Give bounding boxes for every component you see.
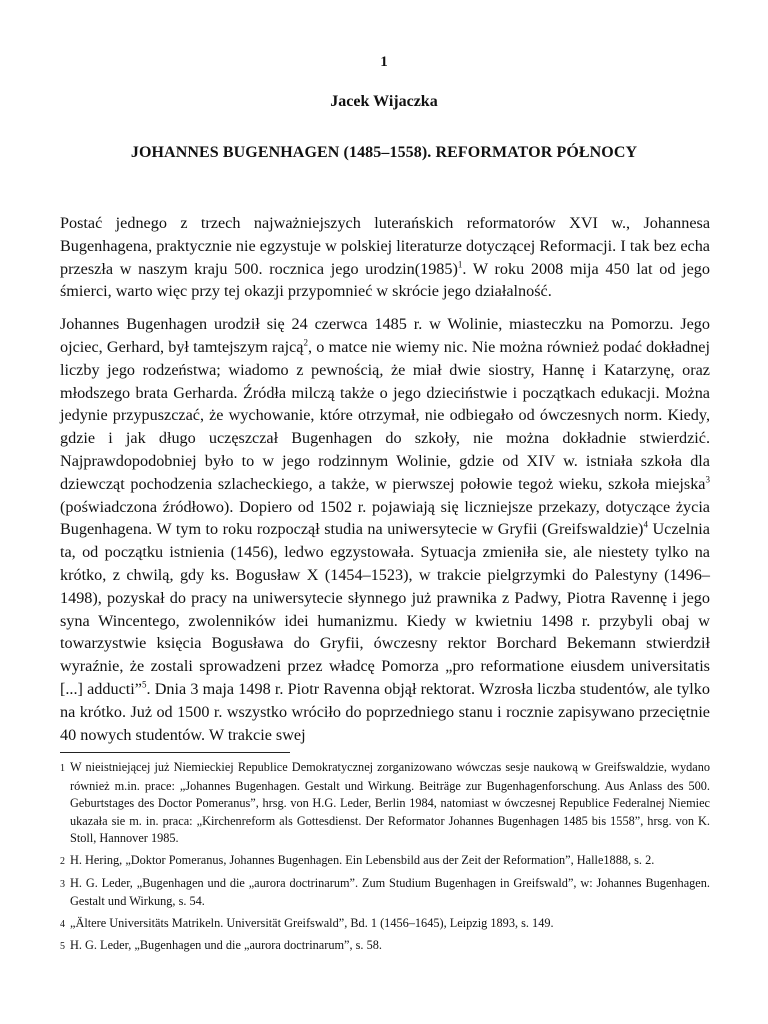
page-number: 1 bbox=[380, 54, 388, 70]
text-segment: (poświadczona źródłowo). Dopiero od 1502 r. pojawiają się liczniejsze przekazy, dotyczące życia Bugenhagena. W tym to roku rozpoczął studia na uniwersytecie w Gryfii (Greifswaldzie) bbox=[60, 497, 710, 539]
footnote-text: „Ältere Universitäts Matrikeln. Universität Greifswald”, Bd. 1 (1456–1645), Leipzig 1893, s. 149. bbox=[70, 915, 554, 930]
footnote-number: 3 bbox=[60, 878, 65, 890]
author-name: Jacek Wijaczka bbox=[330, 93, 438, 110]
footnote-ref[interactable]: 5 bbox=[141, 679, 147, 690]
footnote-ref[interactable]: 3 bbox=[705, 474, 710, 485]
footnote-2 bbox=[60, 852, 710, 871]
footnote-number: 4 bbox=[60, 918, 65, 930]
footnote-1 bbox=[60, 759, 710, 848]
footnote-separator bbox=[60, 752, 290, 753]
paragraph-1 bbox=[60, 212, 710, 303]
footnote-text: H. G. Leder, „Bugenhagen und die „aurora doctrinarum”, s. 58. bbox=[70, 938, 382, 953]
footnote-4 bbox=[60, 915, 710, 934]
footnote-5 bbox=[60, 937, 710, 956]
text-segment: Uczelnia ta, od początku istnienia (1456), ledwo egzystowała. Sytuacja zmieniła sie, ale niestety tylko na krótko, z chwilą, gdy ks. Bogusław X (1454–1523), w trakcie pielgrzymki do Palestyny (1496–1498), pozyskał do pracy na uniwersytecie słynnego już prawnika z Padwy, Piotra Ravennę i jego syna Wincentego, zwolenników idei humanizmu. Kiedy w kwietniu 1498 r. przybyli obaj w towarzystwie księcia Bogusława do Gryfii, ówczesny rektor Borchard Bekemann stwierdził wyraźnie, że zostali sprowadzeni przez władcę Pomorza „pro reformatione eiusdem universitatis [...] adducti” bbox=[60, 520, 710, 698]
text-segment: Johannes Bugenhagen urodził się 24 czerwca 1485 r. w Wolinie, miasteczku na Pomorzu. Jego ojciec, Gerhard, był tamtejszym rajcą bbox=[60, 315, 710, 356]
footnotes bbox=[60, 759, 710, 960]
footnote-text: W nieistniejącej już Niemieckiej Republice Demokratycznej zorganizowano wówczas sesje naukową w Greifswaldzie, wydano również m.in. prace: „Johannes Bugenhagen. Gestalt und Wirkung. Beiträge zur Bugenhagenforschung. Aus Anlass des 500. Geburtstages des Doctor Pomeranus”, hrsg. von H.G. Leder, Berlin 1984, natomiast w ówczesnej Republice Federalnej Niemiec ukazała sie m. in. praca: „Kirchenreform als Gottesdienst. Der Reformator Johannes Bugenhagen 1485 bis 1558”, hrsg. von K. Stoll, Hannover 1985. bbox=[70, 760, 710, 846]
paragraph-2 bbox=[60, 313, 710, 746]
footnote-number: 2 bbox=[60, 855, 65, 867]
text-segment: , o matce nie wiemy nic. Nie można również podać dokładnej liczby jego rodzeństwa; wiadomo z pewnością, że miał dwie siostry, Hannę i Katarzynę, oraz młodszego brata Gerharda. Źródła milczą także o jego dzieciństwie i początkach edukacji. Można jedynie przypuszczać, że wychowanie, które otrzymał, nie odbiegało od ówczesnych norm. Kiedy, gdzie i jak długo uczęszczał Bugenhagen do szkoły, nie można dokładnie stwierdzić. Najprawdopodobniej było to w jego rodzinnym Wolinie, gdzie od XIV w. istniała szkoła dla dziewcząt pochodzenia szlacheckiego, a także, w pierwszej połowie tegoż wieku, szkoła miejska bbox=[60, 337, 710, 493]
footnote-ref[interactable]: 4 bbox=[643, 519, 648, 530]
footnote-ref[interactable]: 1 bbox=[457, 259, 463, 270]
footnote-ref[interactable]: 2 bbox=[303, 337, 308, 348]
text-segment: Postać jednego z trzech najważniejszych luterańskich reformatorów XVI w., Johannesa Bugenhagena, praktycznie nie egzystuje w polskiej literaturze dotyczącej Reformacji. I tak bez echa przeszła w naszym kraju 500. rocznica jego urodzin(1985) bbox=[60, 214, 710, 278]
body-text bbox=[60, 212, 710, 756]
article-title: JOHANNES BUGENHAGEN (1485–1558). REFORMATOR PÓŁNOCY bbox=[130, 144, 638, 161]
text-segment: . Dnia 3 maja 1498 r. Piotr Ravenna objął rektorat. Wzrosła liczba studentów, ale tylko na krótko. Już od 1500 r. wszystko wróciło do poprzedniego stanu i rocznie zapisywano przeciętnie 40 nowych studentów. W trakcie swej bbox=[60, 679, 710, 744]
footnote-number: 1 bbox=[60, 763, 65, 774]
footnote-text: H. Hering, „Doktor Pomeranus, Johannes Bugenhagen. Ein Lebensbild aus der Zeit der Reformation”, Halle1888, s. 2. bbox=[70, 852, 655, 867]
text-segment: . W roku 2008 mija 450 lat od jego śmierci, warto więc przy tej okazji przypomnieć w skrócie jego działalność. bbox=[60, 259, 710, 301]
footnote-3 bbox=[60, 875, 710, 911]
footnote-number: 5 bbox=[60, 941, 65, 953]
footnote-text: H. G. Leder, „Bugenhagen und die „aurora doctrinarum”. Zum Studium Bugenhagen in Greifswald”, w: Johannes Bugenhagen. Gestalt und Wirkung, s. 54. bbox=[70, 875, 710, 909]
